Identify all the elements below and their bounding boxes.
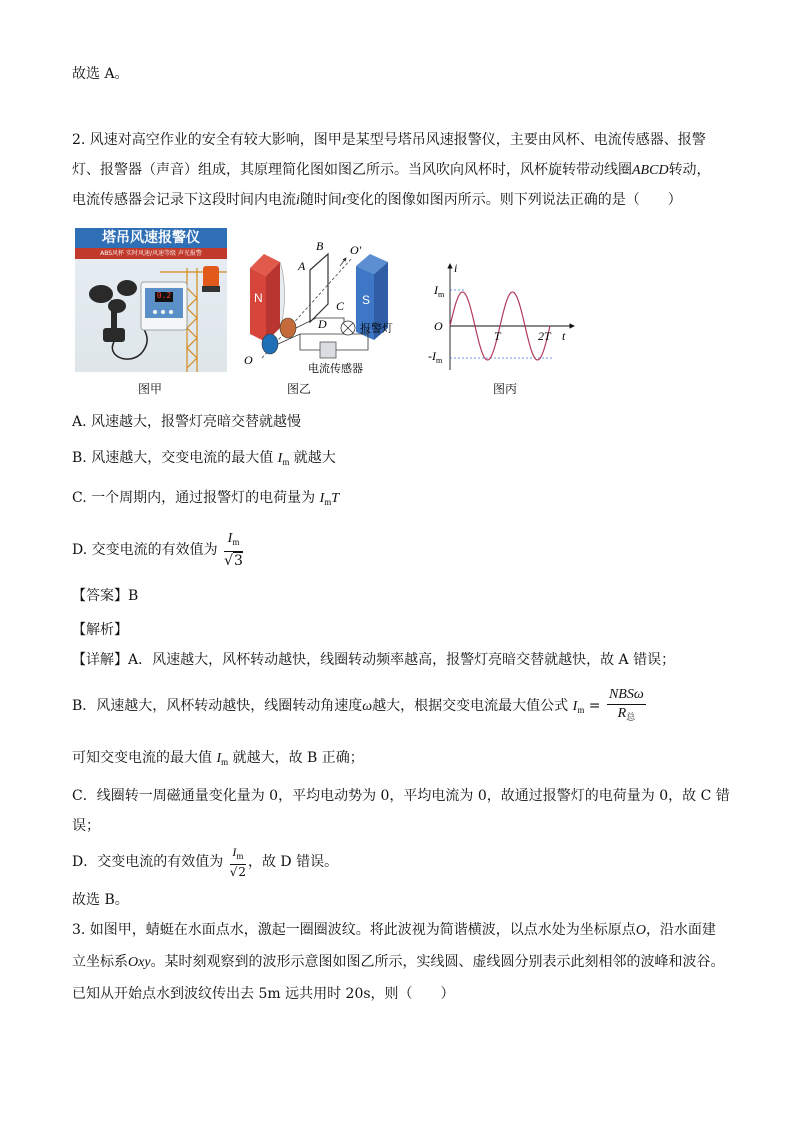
q2-stem-l3b: 随时间 xyxy=(299,192,342,208)
detail-B2a: 可知交变电流的最大值 xyxy=(72,750,212,766)
label-T: T xyxy=(494,329,501,343)
detail-B2b: 就越大，故 B 正确； xyxy=(232,750,364,766)
answer: 【答案】B xyxy=(72,588,139,604)
axis-t: t xyxy=(562,329,566,343)
q3-origin: O xyxy=(635,923,646,938)
label-C: C xyxy=(336,299,345,313)
omega-symbol: ω xyxy=(362,699,373,714)
axis-origin: O xyxy=(434,319,443,333)
label-S: S xyxy=(362,293,371,307)
q3-l2a: 立坐标系 xyxy=(72,954,128,970)
caption-bing: 图丙 xyxy=(493,382,518,396)
label-A: A xyxy=(298,259,306,273)
q2-stem-l3c: 变化的图像如图丙所示。则下列说法正确的是（ ） xyxy=(345,192,682,208)
option-D xyxy=(72,530,245,570)
q2-stem-l3a: 电流传感器会记录下这段时间内电流 xyxy=(72,192,296,208)
coil-label: ABCD xyxy=(632,163,669,178)
Im-symbol-2: $I_m$ xyxy=(216,751,229,767)
analysis-label: 【解析】 xyxy=(72,622,128,638)
detail-B-line1: B．风速越大，风杯转动越快，线圈转动角速度ω越大，根据交变电流最大值公式 $I_m$ = $\frac{\text{NBSω}}{R_总}$ xyxy=(72,686,648,730)
label-sensor: 电流传感器 xyxy=(308,362,363,375)
prev-conclusion: 故选 A。 xyxy=(72,66,129,82)
figure-jia-display: 0.2 xyxy=(156,291,172,300)
option-B xyxy=(72,448,336,472)
var-t: t xyxy=(341,193,346,208)
figure-jia-banner: 塔吊风速报警仪 xyxy=(75,228,227,248)
q3-line3: 已知从开始点水到波纹传出去 5m 远共用时 20s，则（ ） xyxy=(72,986,455,1002)
q2-stem-line3 xyxy=(72,190,682,211)
label-N: N xyxy=(254,291,263,305)
figure-jia-drawing xyxy=(75,228,227,372)
detail-Db: ，故 D 错误。 xyxy=(247,854,339,870)
q3-coord: Oxy xyxy=(128,955,151,970)
q3-l1a: 3. 如图甲，蜻蜓在水面点水，激起一圈圈波纹。将此波视为简谐横波，以点水处为坐标原点 xyxy=(72,922,636,938)
label-B: B xyxy=(316,240,324,253)
fraction-Im-sqrt2: $\frac{I_m}{√2}$ xyxy=(229,844,246,879)
q3-line1 xyxy=(72,920,716,941)
figure-jia xyxy=(75,228,227,372)
detail-A: 【详解】A．风速越大，风杯转动越快，线圈转动频率越高，报警灯亮暗交替就越快，故 A 错误； xyxy=(72,652,676,668)
fraction-NBS-R: $\frac{\text{NBSω}}{R_总}$ xyxy=(608,687,644,722)
option-D-text: D. 交变电流的有效值为 xyxy=(72,542,218,558)
option-B-text: B. 风速越大，交变电流的最大值 xyxy=(72,450,274,466)
axis-i: i xyxy=(454,261,458,275)
ImT-symbol: $I_mT$ xyxy=(319,491,340,507)
q2-conclusion: 故选 B。 xyxy=(72,892,129,908)
label-D: D xyxy=(318,317,327,331)
option-A: A. 风速越大，报警灯亮暗交替就越慢 xyxy=(72,414,302,430)
label-O: O xyxy=(244,353,253,367)
option-C-text: C. 一个周期内，通过报警灯的电荷量为 xyxy=(72,490,316,506)
q3-l1b: ，沿水面建 xyxy=(645,922,716,938)
q3-l2b: 。某时刻观察到的波形示意图如图乙所示，实线圆、虚线圆分别表示此刻相邻的波峰和波谷。 xyxy=(150,954,725,970)
label-neg-Im: $-I_m$ xyxy=(428,349,443,365)
detail-Da: D．交变电流的有效值为 xyxy=(72,854,224,870)
figure-jia-subtitle: ABS风杯 实时风速/风速等级 声光报警 xyxy=(75,248,227,259)
figure-bing xyxy=(428,258,578,373)
detail-B-line2 xyxy=(72,748,364,772)
detail-C-line2: 误； xyxy=(72,818,100,834)
q2-stem-line1: 2. 风速对高空作业的安全有较大影响，图甲是某型号塔吊风速报警仪，主要由风杯、电流传感器、报警 xyxy=(72,132,706,148)
label-lamp: 报警灯 xyxy=(360,322,393,335)
label-Im: $I_m$ xyxy=(434,283,445,299)
label-Oprime: O′ xyxy=(350,243,362,257)
var-i: i xyxy=(296,193,300,208)
q2-stem-line2-text: 灯、报警器（声音）组成，其原理简化图如图乙所示。当风吹向风杯时，风杯旋转带动线圈 xyxy=(72,162,632,178)
q2-stem-line2 xyxy=(72,160,711,181)
detail-D xyxy=(72,842,338,882)
Im-symbol: $I_m$ xyxy=(277,451,290,467)
label-2T: 2T xyxy=(538,329,551,343)
figure-yi xyxy=(242,240,407,375)
q2-stem-line2-end: 转动， xyxy=(668,162,711,178)
detail-B1a: B．风速越大，风杯转动越快，线圈转动角速度 xyxy=(72,698,363,714)
fraction-Im-sqrt3: $\frac{I_m}{√3}$ xyxy=(224,531,243,569)
detail-B1b: 越大，根据交变电流最大值公式 xyxy=(372,698,569,714)
caption-jia: 图甲 xyxy=(138,382,163,396)
q3-line2 xyxy=(72,952,725,973)
option-C xyxy=(72,488,339,512)
detail-C-line1: C．线圈转一周磁通量变化量为 0，平均电动势为 0，平均电流为 0，故通过报警灯的电荷量为 0，故 C 错 xyxy=(72,788,730,804)
caption-yi: 图乙 xyxy=(287,382,312,396)
option-B-end: 就越大 xyxy=(293,450,336,466)
Im-formula: $I_m$ xyxy=(572,699,585,715)
